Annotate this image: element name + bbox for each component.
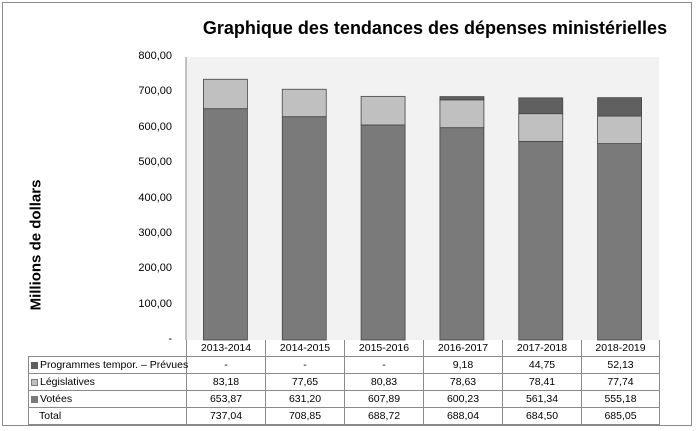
- table-cell: 631,20: [266, 391, 345, 408]
- y-tick-label: 700,00: [138, 85, 172, 98]
- series-name: Législatives: [40, 376, 95, 388]
- y-axis-label: Millions de dollars: [27, 179, 45, 311]
- category-label: 2013-2014: [187, 340, 266, 357]
- table-row: [29, 391, 660, 408]
- legend-entry-legislatives: [29, 374, 187, 391]
- y-tick-label: 200,00: [138, 262, 172, 275]
- series-name: Programmes tempor. – Prévues: [40, 359, 189, 371]
- bar-segment: [440, 97, 484, 100]
- table-cell: 78,41: [503, 374, 582, 391]
- bar-segment: [519, 114, 563, 142]
- category-label: 2014-2015: [266, 340, 345, 357]
- total-label: Total: [29, 408, 187, 425]
- y-tick-label: -: [168, 333, 172, 345]
- table-cell: 607,89: [345, 391, 424, 408]
- category-label: 2015-2016: [345, 340, 424, 357]
- table-cell: 708,85: [266, 408, 345, 425]
- legend-entry-votees: [29, 391, 187, 408]
- table-cell: 561,34: [503, 391, 582, 408]
- table-cell: -: [187, 357, 266, 374]
- legend-swatch: [31, 396, 38, 403]
- table-cell: 688,72: [345, 408, 424, 425]
- table-cell: 52,13: [582, 357, 660, 374]
- plot-background: [186, 57, 659, 340]
- table-cell: 653,87: [187, 391, 266, 408]
- table-cell: 83,18: [187, 374, 266, 391]
- table-cell: 77,65: [266, 374, 345, 391]
- y-tick-label: 400,00: [138, 191, 172, 204]
- bar-segment: [282, 117, 326, 340]
- table-cell: 44,75: [503, 357, 582, 374]
- legend-swatch: [31, 362, 38, 369]
- table-cell: 555,18: [582, 391, 660, 408]
- table-cell: 737,04: [187, 408, 266, 425]
- category-label: 2016-2017: [424, 340, 503, 357]
- data-table: [28, 340, 660, 425]
- y-tick-label: 800,00: [138, 50, 172, 62]
- table-cell: 78,63: [424, 374, 503, 391]
- table-cell: 80,83: [345, 374, 424, 391]
- table-row: [29, 357, 660, 374]
- table-cell: 684,50: [503, 408, 582, 425]
- chart-title: Graphique des tendances des dépenses ministérielles: [202, 18, 668, 38]
- table-corner: [29, 340, 187, 357]
- table-cell: 688,04: [424, 408, 503, 425]
- category-label: 2017-2018: [503, 340, 582, 357]
- y-tick-label: 500,00: [138, 156, 172, 169]
- y-tick-label: 300,00: [138, 226, 172, 239]
- series-name: Votées: [40, 393, 73, 405]
- legend-swatch: [31, 379, 38, 386]
- table-cell: 685,05: [582, 408, 660, 425]
- bar-segment: [519, 98, 563, 114]
- bar-segment: [203, 79, 247, 108]
- bar-segment: [440, 128, 484, 340]
- table-total-row: [29, 408, 660, 425]
- table-cell: 9,18: [424, 357, 503, 374]
- bar-segment: [440, 100, 484, 128]
- bar-segment: [361, 96, 405, 125]
- bar-segment: [598, 116, 642, 144]
- table-cell: -: [266, 357, 345, 374]
- y-tick-label: 100,00: [138, 297, 172, 310]
- bar-segment: [519, 141, 563, 340]
- bar-segment: [203, 109, 247, 340]
- table-header-row: [29, 340, 660, 357]
- table-row: [29, 374, 660, 391]
- legend-entry-programmes: [29, 357, 187, 374]
- table-cell: -: [345, 357, 424, 374]
- y-tick-label: 600,00: [138, 120, 172, 133]
- table-cell: 77,74: [582, 374, 660, 391]
- category-label: 2018-2019: [582, 340, 660, 357]
- bar-segment: [361, 125, 405, 340]
- bar-segment: [598, 98, 642, 116]
- table-cell: 600,23: [424, 391, 503, 408]
- bar-segment: [598, 144, 642, 340]
- bar-segment: [282, 89, 326, 116]
